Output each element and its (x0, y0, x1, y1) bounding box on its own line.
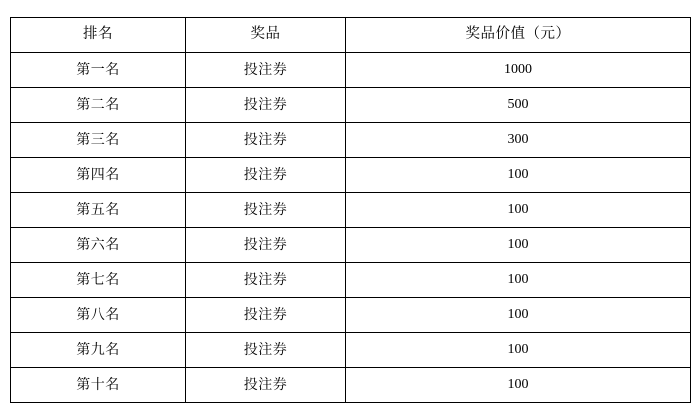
cell-prize: 投注券 (186, 368, 346, 403)
cell-rank: 第六名 (11, 228, 186, 263)
cell-prize: 投注券 (186, 123, 346, 158)
table-row (11, 263, 691, 298)
cell-prize: 投注券 (186, 193, 346, 228)
cell-value: 100 (346, 298, 691, 333)
table-row (11, 88, 691, 123)
cell-value: 500 (346, 88, 691, 123)
table-header (11, 18, 691, 53)
table-row (11, 123, 691, 158)
cell-value: 1000 (346, 53, 691, 88)
cell-rank: 第三名 (11, 123, 186, 158)
column-header-rank: 排名 (11, 18, 186, 53)
cell-prize: 投注券 (186, 53, 346, 88)
cell-prize: 投注券 (186, 263, 346, 298)
table-body (11, 53, 691, 403)
cell-prize: 投注券 (186, 333, 346, 368)
cell-value: 100 (346, 333, 691, 368)
cell-prize: 投注券 (186, 158, 346, 193)
table-row (11, 368, 691, 403)
prize-table (10, 17, 691, 403)
table-row (11, 333, 691, 368)
cell-rank: 第一名 (11, 53, 186, 88)
cell-value: 300 (346, 123, 691, 158)
table-row (11, 228, 691, 263)
table-row (11, 193, 691, 228)
table-row (11, 53, 691, 88)
cell-rank: 第五名 (11, 193, 186, 228)
column-header-value: 奖品价值（元） (346, 18, 691, 53)
cell-value: 100 (346, 158, 691, 193)
cell-prize: 投注券 (186, 88, 346, 123)
column-header-prize: 奖品 (186, 18, 346, 53)
cell-value: 100 (346, 228, 691, 263)
cell-value: 100 (346, 193, 691, 228)
cell-rank: 第二名 (11, 88, 186, 123)
cell-prize: 投注券 (186, 228, 346, 263)
cell-value: 100 (346, 263, 691, 298)
cell-rank: 第九名 (11, 333, 186, 368)
cell-rank: 第四名 (11, 158, 186, 193)
cell-rank: 第十名 (11, 368, 186, 403)
table-header-row (11, 18, 691, 53)
cell-rank: 第七名 (11, 263, 186, 298)
cell-prize: 投注券 (186, 298, 346, 333)
table-row (11, 298, 691, 333)
cell-value: 100 (346, 368, 691, 403)
cell-rank: 第八名 (11, 298, 186, 333)
table-row (11, 158, 691, 193)
